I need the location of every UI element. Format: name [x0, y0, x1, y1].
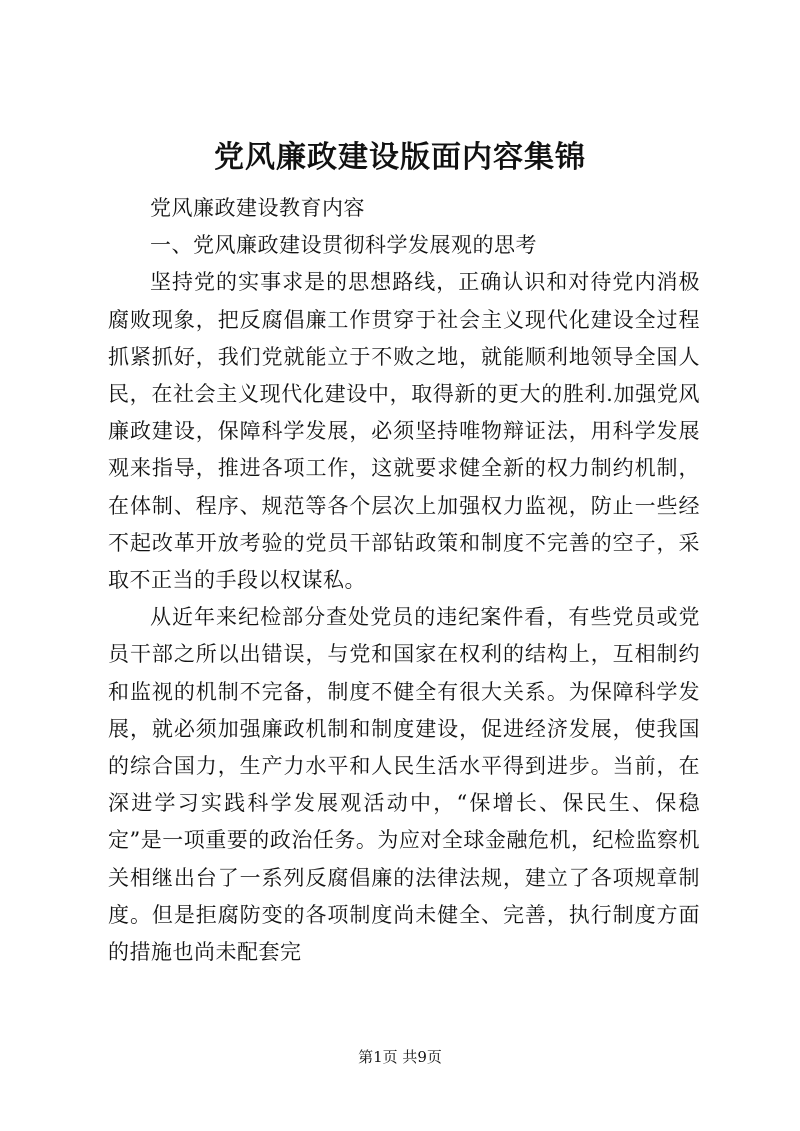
document-title: 党风廉政建设版面内容集锦	[214, 140, 586, 175]
subtitle-paragraph: 党风廉政建设教育内容	[150, 196, 365, 220]
document-body	[108, 190, 700, 971]
section-heading: 一、党风廉政建设贯彻科学发展观的思考	[150, 233, 537, 258]
body-paragraph: 从近年来纪检部分查处党员的违纪案件看，有些党员或党员干部之所以出错误，与党和国家在权利的结构上，互相制约和监视的机制不完备，制度不健全有很大关系。为保障科学发展，就必须加强廉政机制和制度建设，促进经济发展，使我国的综合国力，生产力水平和人民生活水平得到进步。当前，在深进学习实践科学发展观活动中，“保增长、保民生、保稳定”是一项重要的政治任务。为应对全球金融危机，纪检监察机关相继出台了一系列反腐倡廉的法律法规，建立了各项规章制度。但是拒腐防变的各项制度尚未健全、完善，执行制度方面的措施也尚未配套完	[108, 605, 700, 965]
page-number-footer: 第1页 共9页	[358, 1048, 442, 1066]
body-paragraph: 坚持党的实事求是的思想路线，正确认识和对待党内消极腐败现象，把反腐倡廉工作贯穿于社会主义现代化建设全过程抓紧抓好，我们党就能立于不败之地，就能顺利地领导全国人民，在社会主义现代化建设中，取得新的更大的胜利.加强党风廉政建设，保障科学发展，必须坚持唯物辩证法，用科学发展观来指导，推进各项工作，这就要求健全新的权力制约机制，在体制、程序、规范等各个层次上加强权力监视，防止一些经不起改革开放考验的党员干部钻政策和制度不完善的空子，采取不正当的手段以权谋私。	[108, 270, 700, 593]
